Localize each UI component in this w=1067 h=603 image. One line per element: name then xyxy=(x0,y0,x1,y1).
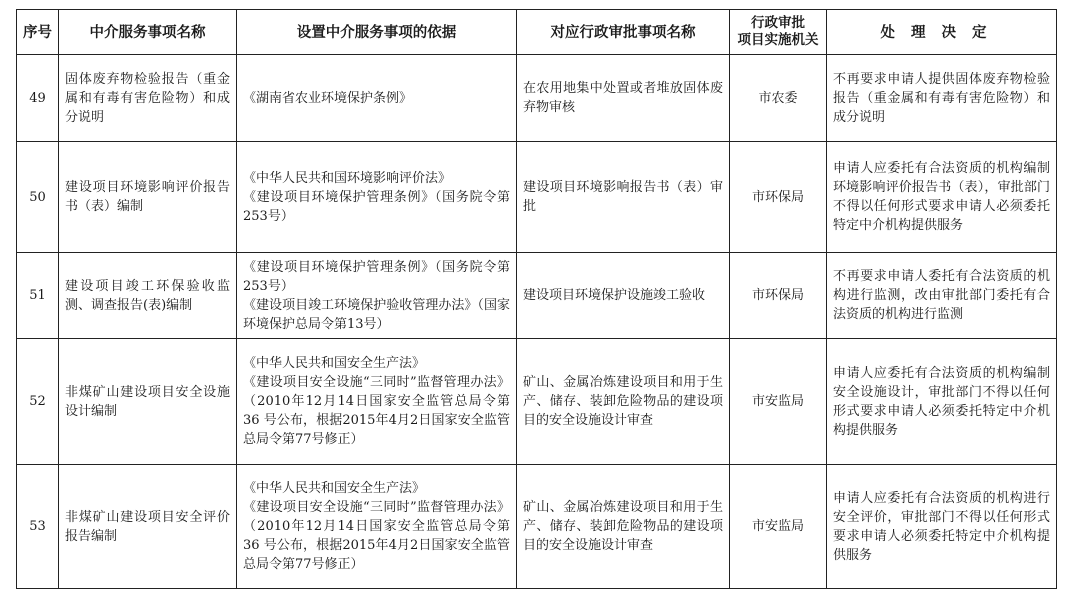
cell-seq: 49 xyxy=(17,55,59,142)
cell-decision: 申请人应委托有合法资质的机构编制环境影响评价报告书（表），审批部门不得以任何形式要求申请人必须委托特定中介机构提供服务 xyxy=(827,142,1057,253)
header-approval-item: 对应行政审批事项名称 xyxy=(517,10,730,55)
cell-service-name: 建设项目竣工环保验收监测、调查报告(表)编制 xyxy=(59,253,237,339)
header-seq: 序号 xyxy=(17,10,59,55)
header-decision: 处理决定 xyxy=(827,10,1057,55)
header-service-name: 中介服务事项名称 xyxy=(59,10,237,55)
cell-agency: 市环保局 xyxy=(730,253,827,339)
cell-service-name: 固体废弃物检验报告（重金属和有毒有害危险物）和成分说明 xyxy=(59,55,237,142)
cell-agency: 市安监局 xyxy=(730,465,827,589)
cell-service-name: 建设项目环境影响评价报告书（表）编制 xyxy=(59,142,237,253)
cell-approval-item: 矿山、金属冶炼建设项目和用于生产、储存、装卸危险物品的建设项目的安全设施设计审查 xyxy=(517,465,730,589)
header-agency-line1: 行政审批 xyxy=(751,15,805,31)
cell-approval-item: 在农用地集中处置或者堆放固体废弃物审核 xyxy=(517,55,730,142)
cell-agency: 市安监局 xyxy=(730,339,827,465)
basis-line: 《建设项目环境保护管理条例》（国务院令第253号） xyxy=(243,259,510,294)
table-row xyxy=(17,253,1057,339)
basis-line: 《建设项目安全设施“三同时”监督管理办法》（2010年12月14日国家安全监管总局令第 36 号公布，根据2015年4月2日国家安全监管总局令第77号修正） xyxy=(243,500,510,572)
basis-line: 《建设项目环境保护管理条例》（国务院令第253号） xyxy=(243,189,510,224)
cell-service-name: 非煤矿山建设项目安全设施设计编制 xyxy=(59,339,237,465)
cell-basis xyxy=(237,55,517,142)
header-row xyxy=(17,10,1057,55)
cell-decision: 申请人应委托有合法资质的机构编制安全设施设计，审批部门不得以任何形式要求申请人必须委托特定中介机构提供服务 xyxy=(827,339,1057,465)
cell-seq: 51 xyxy=(17,253,59,339)
table-row xyxy=(17,142,1057,253)
header-basis: 设置中介服务事项的依据 xyxy=(237,10,517,55)
table-row xyxy=(17,465,1057,589)
cell-decision: 不再要求申请人委托有合法资质的机构进行监测，改由审批部门委托有合法资质的机构进行监测 xyxy=(827,253,1057,339)
header-agency-line2: 项目实施机关 xyxy=(737,32,819,48)
intermediary-services-table xyxy=(16,9,1057,589)
cell-basis xyxy=(237,465,517,589)
cell-seq: 53 xyxy=(17,465,59,589)
basis-line: 《建设项目安全设施“三同时”监督管理办法》（2010年12月14日国家安全监管总局令第 36 号公布，根据2015年4月2日国家安全监管总局令第77号修正） xyxy=(243,375,510,447)
cell-agency: 市农委 xyxy=(730,55,827,142)
cell-basis xyxy=(237,339,517,465)
cell-seq: 50 xyxy=(17,142,59,253)
cell-decision: 不再要求申请人提供固体废弃物检验报告（重金属和有毒有害危险物）和成分说明 xyxy=(827,55,1057,142)
basis-line: 《中华人民共和国环境影响评价法》 xyxy=(243,170,452,186)
cell-approval-item: 矿山、金属冶炼建设项目和用于生产、储存、装卸危险物品的建设项目的安全设施设计审查 xyxy=(517,339,730,465)
basis-line: 《建设项目竣工环境保护验收管理办法》（国家环境保护总局令第13号） xyxy=(243,297,510,332)
table-row xyxy=(17,339,1057,465)
basis-line: 《中华人民共和国安全生产法》 xyxy=(243,481,426,496)
cell-agency: 市环保局 xyxy=(730,142,827,253)
cell-basis xyxy=(237,142,517,253)
cell-approval-item: 建设项目环境保护设施竣工验收 xyxy=(517,253,730,339)
header-agency xyxy=(730,10,827,55)
cell-approval-item: 建设项目环境影响报告书（表）审批 xyxy=(517,142,730,253)
cell-basis xyxy=(237,253,517,339)
basis-line: 《中华人民共和国安全生产法》 xyxy=(243,356,426,371)
cell-service-name: 非煤矿山建设项目安全评价报告编制 xyxy=(59,465,237,589)
cell-decision: 申请人应委托有合法资质的机构进行安全评价，审批部门不得以任何形式要求申请人必须委托特定中介机构提供服务 xyxy=(827,465,1057,589)
table-row xyxy=(17,55,1057,142)
cell-seq: 52 xyxy=(17,339,59,465)
basis-line: 《湖南省农业环境保护条例》 xyxy=(243,90,413,106)
